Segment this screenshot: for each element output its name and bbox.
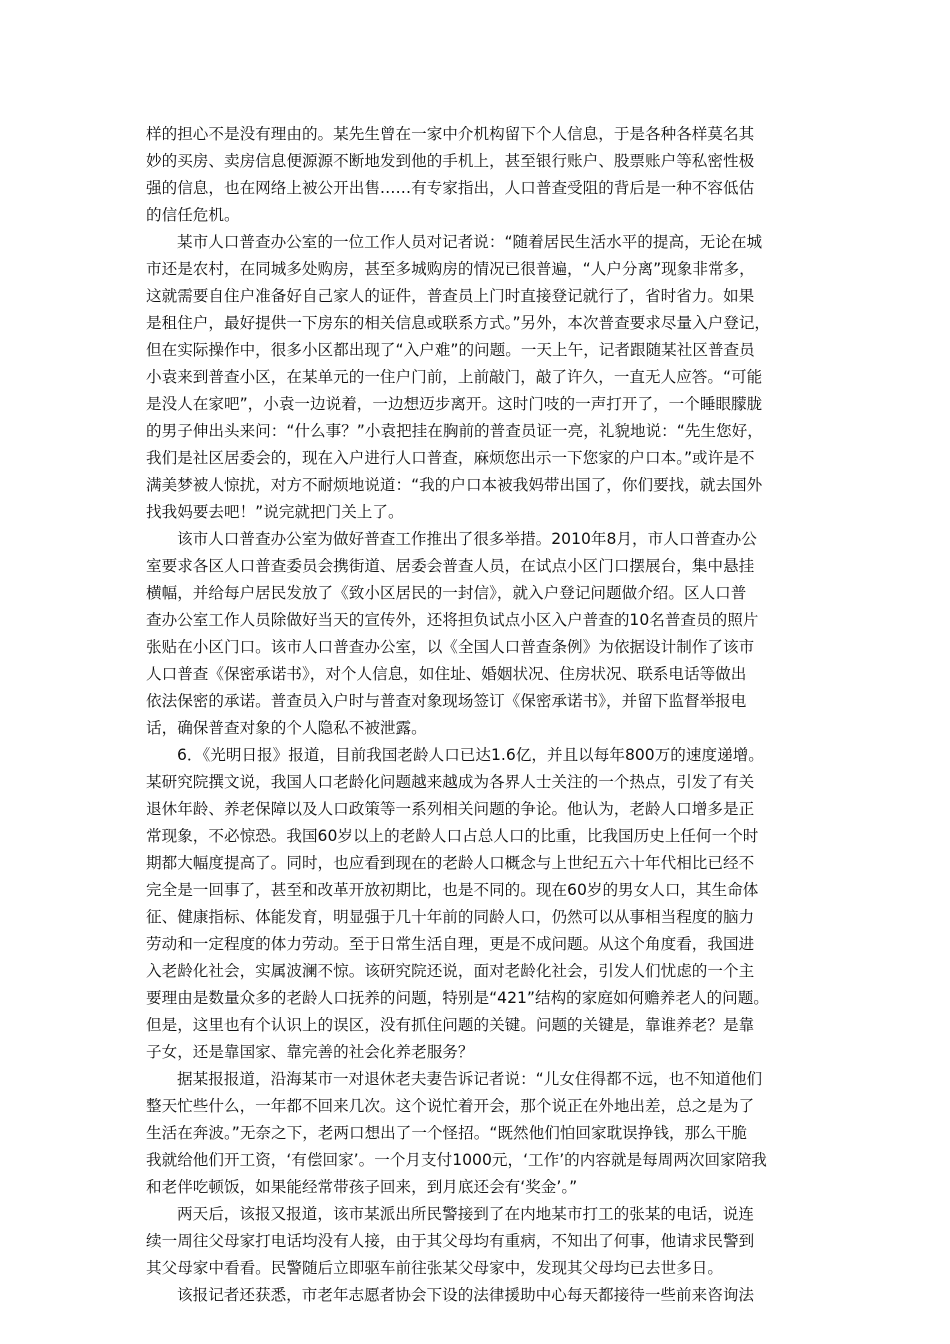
text-line: 小袁来到普查小区，在某单元的一住户门前，上前敲门，敲了许久，一直无人应答。“可能 xyxy=(146,368,763,386)
text-line: 劳动和一定程度的体力劳动。至于日常生活自理，更是不成问题。从这个角度看，我国进 xyxy=(146,935,755,953)
text-line: 和老伴吃顿饭，如果能经常带孩子回来，到月底还会有‘奖金’。” xyxy=(146,1178,578,1196)
paragraph-first-line: 据某报报道，沿海某市一对退休老夫妻告诉记者说：“儿女住得都不远，也不知道他们 xyxy=(177,1070,763,1088)
text-line: 话，确保普查对象的个人隐私不被泄露。 xyxy=(146,719,427,737)
text-line: 但在实际操作中，很多小区都出现了“入户难”的问题。一天上午，记者跟随某社区普查员 xyxy=(146,341,755,359)
text-line: 是没人在家吧”，小袁一边说着，一边想迈步离开。这时门吱的一声打开了，一个睡眼朦胧 xyxy=(146,395,763,413)
text-line: 我们是社区居委会的，现在入户进行人口普查，麻烦您出示一下您家的户口本。”或许是不 xyxy=(146,449,755,467)
text-line: 整天忙些什么，一年都不回来几次。这个说忙着开会，那个说正在外地出差，总之是为了 xyxy=(146,1097,755,1115)
text-line: 张贴在小区门口。该市人口普查办公室，以《全国人口普查条例》为依据设计制作了该市 xyxy=(146,638,755,656)
text-line: 室要求各区人口普查委员会携街道、居委会普查人员，在试点小区门口摆展台，集中悬挂 xyxy=(146,557,755,575)
text-line: 子女，还是靠国家、靠完善的社会化养老服务？ xyxy=(146,1043,474,1061)
paragraph-first-line: 该市人口普查办公室为做好普查工作推出了很多举措。2010年8月，市人口普查办公 xyxy=(177,530,757,548)
text-line: 征、健康指标、体能发育，明显强于几十年前的同龄人口，仍然可以从事相当程度的脑力 xyxy=(146,908,755,926)
text-line: 横幅，并给每户居民发放了《致小区居民的一封信》，就入户登记问题做介绍。区人口普 xyxy=(146,584,747,602)
text-line: 强的信息，也在网络上被公开出售……有专家指出，人口普查受阻的背后是一种不容低估 xyxy=(146,179,755,197)
text-line: 人口普查《保密承诺书》，对个人信息，如住址、婚姻状况、住房状况、联系电话等做出 xyxy=(146,665,747,683)
text-line: 常现象，不必惊恐。我国60岁以上的老龄人口占总人口的比重，比我国历史上任何一个时 xyxy=(146,827,759,845)
text-line: 是租住户，最好提供一下房东的相关信息或联系方式。”另外，本次普查要求尽量入户登记， xyxy=(146,314,771,332)
text-line: 入老龄化社会，实属波澜不惊。该研究院还说，面对老龄化社会，引发人们忧虑的一个主 xyxy=(146,962,755,980)
text-line: 但是，这里也有个认识上的误区，没有抓住问题的关键。问题的关键是，靠谁养老？是靠 xyxy=(146,1016,755,1034)
text-line: 生活在奔波。”无奈之下，老两口想出了一个怪招。“既然他们怕回家耽误挣钱，那么干脆 xyxy=(146,1124,747,1142)
text-line: 依法保密的承诺。普查员入户时与普查对象现场签订《保密承诺书》，并留下监督举报电 xyxy=(146,692,747,710)
paragraph-first-line: 该报记者还获悉，市老年志愿者协会下设的法律援助中心每天都接待一些前来咨询法 xyxy=(177,1286,754,1304)
text-line: 我就给他们开工资，‘有偿回家’。一个月支付1000元，‘工作’的内容就是每周两次回家陪我 xyxy=(146,1151,767,1169)
text-line: 找我妈要去吧！”说完就把门关上了。 xyxy=(146,503,404,521)
text-line: 续一周往父母家打电话均没有人接，由于其父母均有重病，不知出了何事，他请求民警到 xyxy=(146,1232,755,1250)
text-line: 期都大幅度提高了。同时，也应看到现在的老龄人口概念与上世纪五六十年代相比已经不 xyxy=(146,854,755,872)
text-line: 的信任危机。 xyxy=(146,206,240,224)
text-line: 完全是一回事了，甚至和改革开放初期比，也是不同的。现在60岁的男女人口，其生命体 xyxy=(146,881,759,899)
text-line: 退休年龄、养老保障以及人口政策等一系列相关问题的争论。他认为，老龄人口增多是正 xyxy=(146,800,755,818)
paragraph-first-line: 6．《光明日报》报道，目前我国老龄人口已达1.6亿，并且以每年800万的速度递增。 xyxy=(177,746,764,764)
text-line: 这就需要自住户准备好自己家人的证件，普查员上门时直接登记就行了，省时省力。如果 xyxy=(146,287,755,305)
text-line: 样的担心不是没有理由的。某先生曾在一家中介机构留下个人信息，于是各种各样莫名其 xyxy=(146,125,755,143)
text-line: 市还是农村，在同城多处购房，甚至多城购房的情况已很普遍，“人户分离”现象非常多， xyxy=(146,260,755,278)
text-line: 查办公室工作人员除做好当天的宣传外，还将担负试点小区入户普查的10名普查员的照片 xyxy=(146,611,759,629)
text-line: 其父母家中看看。民警随后立即驱车前往张某父母家中，发现其父母均已去世多日。 xyxy=(146,1259,723,1277)
paragraph-first-line: 两天后，该报又报道，该市某派出所民警接到了在内地某市打工的张某的电话，说连 xyxy=(177,1205,754,1223)
text-line: 满美梦被人惊扰，对方不耐烦地说道：“我的户口本被我妈带出国了，你们要找，就去国外 xyxy=(146,476,763,494)
text-line: 某研究院撰文说，我国人口老龄化问题越来越成为各界人士关注的一个热点，引发了有关 xyxy=(146,773,755,791)
text-line: 的男子伸出头来问：“什么事？”小袁把挂在胸前的普查员证一亮，礼貌地说：“先生您好， xyxy=(146,422,763,440)
text-line: 要理由是数量众多的老龄人口抚养的问题，特别是“421”结构的家庭如何赡养老人的问题。 xyxy=(146,989,769,1007)
text-line: 妙的买房、卖房信息便源源不断地发到他的手机上，甚至银行账户、股票账户等私密性极 xyxy=(146,152,755,170)
paragraph-first-line: 某市人口普查办公室的一位工作人员对记者说：“随着居民生活水平的提高，无论在城 xyxy=(177,233,763,251)
